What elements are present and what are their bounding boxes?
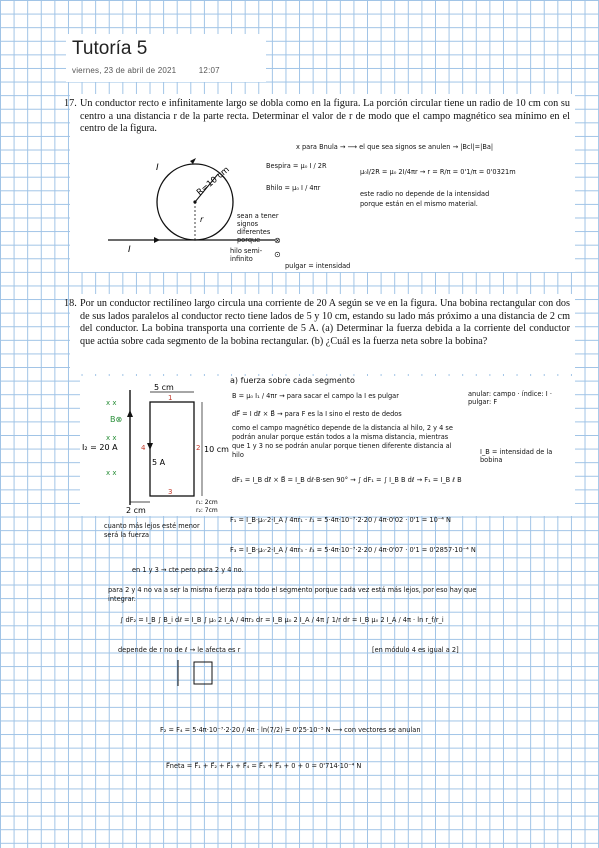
problem17-text: Un conductor recto e infinitamente largo se dobla como en la figura. La porción circular tiene un radio de 10 cm con su centro a una distancia r de la parte recta. Determinar el valor de r de modo que el campo magnético sea mínimo en el centro de la figura. [80,98,570,135]
p18-module-note: [en módulo 4 es igual a 2] [372,646,459,654]
note-semi-infinite: hilo semi-infinito [230,247,263,263]
problem17-statement [64,98,570,136]
label-5A: 5 A [152,458,166,467]
conductor-arrow [127,410,133,417]
p18-rule-note: anular: campo · índice: I · pulgar: F [468,390,552,406]
b-field-marks-2: x x [106,434,117,442]
label-10cm: 10 cm [204,445,229,454]
label-rf: r₂: 7cm [196,507,218,514]
coil-arrow [147,443,153,450]
page-time: 12:07 [198,66,220,75]
p18-integral: ∫ dF₂ = I_B ∫ B_i dℓ = I_B ∫ μ₀ 2 I_A / 4πr₂ dr = I_B μ₀ 2 I_A / 4π ∫ 1/r dr = I_B μ₀ 2 I_A / 4π · ln r_f/r_i [120,616,444,624]
p18-text1: como el campo magnético depende de la distancia al hilo, 2 y 4 se podrán anular porque están todos a la misma distancia, mientras que 1 y 3 no se podrán anular porque tienen diferente distancia al hilo [232,424,453,459]
p18-integral-note: para 2 y 4 no va a ser la misma fuerza para todo el segmento porque cada vez está más lejos, por eso hay que integrar. [108,586,477,603]
b-field-label: B⊗ [110,415,123,424]
side-label-3: 3 [168,488,173,496]
rectangular-coil [150,402,194,496]
p18-depends: depende de r no de ℓ → le afecta es r [118,646,241,654]
label-20A: I₂ = 20 A [82,443,118,452]
symbol-dot: ⊙ [274,250,281,259]
page-date: viernes, 23 de abril de 2021 [72,66,177,75]
label-ri: r₁: 2cm [196,499,218,506]
label-current-bottom: I [128,245,131,255]
p18-ib-note: I_B = intensidad de la bobina [480,448,553,464]
b-field-marks-3: x x [106,469,117,477]
symbol-cross: ⊗ [274,236,281,245]
p18-df-formula: dF⃗ = I dℓ⃗ × B⃗ → para F es la I sino el resto de dedos [232,410,402,418]
p17-solution-line1: x para Bnula → ⟶ el que sea signos se anulen → |Bcl|=|Ba| [296,143,494,151]
label-5cm: 5 cm [154,383,174,392]
page-title: Tutoría 5 [72,38,148,59]
p18-f24: F₂ = F₄ = 5·4π·10⁻⁷·2·20 / 4π · ln(7/2) = 0'25·10⁻⁵ N ⟶ con vectores se anulan [160,726,421,734]
p18-left-note: cuanto más lejos esté menor será la fuerza [104,522,200,539]
p18-b-formula: B = μ₀ I₁ / 4πr → para sacar el campo la I es pulgar [232,392,399,400]
label-radius: R=10 cm [195,164,232,198]
current-arrow-loop [190,158,196,164]
p17-note1: este radio no depende de la intensidad [360,190,490,198]
current-arrow-wire [154,237,160,243]
p18-f13-note: en 1 y 3 → cte pero para 2 y 4 no. [132,566,244,574]
side-label-2: 2 [196,444,201,452]
label-r: r [200,215,204,224]
problem18-number: 18. [64,298,77,309]
b-field-marks: x x [106,399,117,407]
note-thumb: pulgar = intensidad [285,262,351,270]
note-signs: sean a tener signos diferentes porque [237,212,279,244]
p18-df1: dF₁ = I_B dℓ⃗ × B⃗ = I_B dℓ·B·sen 90° → ∫ dF₁ = ∫ I_B B dℓ → F₁ = I_B ℓ B [232,476,462,484]
problem18-figure [82,380,236,515]
problem18-statement [64,298,570,348]
p17-bespira: Bespira = μ₀ I / 2R [266,162,327,170]
p17-bhilo: Bhilo = μ₀ I / 4πr [266,184,321,192]
coil-sketch [176,658,216,688]
side-label-4: 4 [141,444,146,452]
page-timestamp [72,66,220,75]
p18-fnet: F⃗neta = F⃗₁ + F⃗₂ + F⃗₃ + F⃗₄ = F⃗₁ + F⃗₃ + 0 + 0 = 0'714·10⁻⁴ N [166,762,362,770]
p18-f3: F₃ = I_B·μ₀·2·I_A / 4πr₃ · ℓ₃ = 5·4π·10⁻⁷·2·20 / 4π·0'07 · 0'1 = 0'2857·10⁻⁴ N [230,546,476,554]
p17-equation: μ₀I/2R = μ₀ 2I/4πr → r = R/π = 0'1/π = 0'0321m [360,168,516,176]
problem17-number: 17. [64,98,77,109]
side-label-1: 1 [168,394,173,402]
p18-heading: a) fuerza sobre cada segmento [230,376,355,385]
label-2cm: 2 cm [126,506,146,515]
label-current-top: I [156,163,159,173]
p18-f1: F₁ = I_B·μ₀·2·I_A / 4πr₁ · ℓ₁ = 5·4π·10⁻⁷·2·20 / 4π·0'02 · 0'1 = 10⁻⁴ N [230,516,451,524]
problem18-text: Por un conductor rectilíneo largo circula una corriente de 20 A según se ve en la figura. Una bobina rectangular con dos de sus lados paralelos al conductor recto tiene lados de 5 y 10 cm, estando su lado más próximo a una distancia de 2 cm del conductor. La bobina transporta una corriente de 5 A. (a) Determinar la fuerza debida a la corriente del conductor que actúa sobre cada segmento de la bobina rectangular. (b) ¿Cuál es la fuerza neta sobre la bobina? [80,298,570,347]
p17-note2: porque están en el mismo material. [360,200,478,208]
